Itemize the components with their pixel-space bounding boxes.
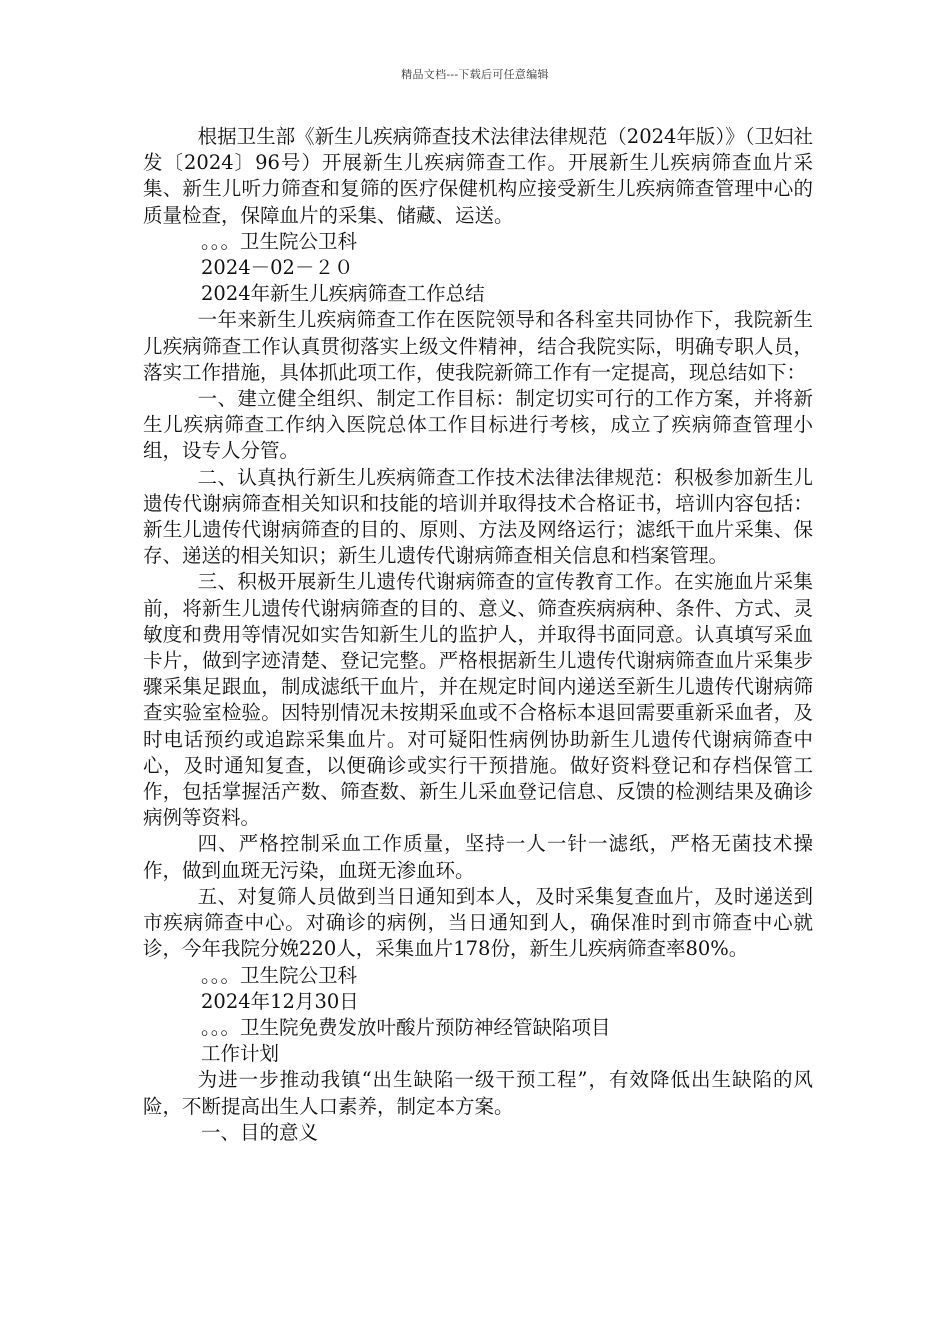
project-title: 。。。卫生院免费发放叶酸片预防神经管缺陷项目 [201,1015,611,1039]
page-header: 精品文档---下载后可任意编辑 [401,68,549,81]
heading-purpose: 一、目的意义 [201,1120,319,1144]
paragraph-plan-intro: 为进一步推动我镇“出生缺陷一级干预工程”，有效降低出生缺陷的风险，不断提高出生人口素养，制定本方案。 [143,1068,813,1118]
section-title: 2024年新生儿疾病筛查工作总结 [201,282,485,306]
paragraph-item-2: 二、认真执行新生儿疾病筛查工作技术法律法律规范：积极参加新生儿遗传代谢病筛查相关知识和技能的培训并取得技术合格证书，培训内容包括：新生儿遗传代谢病筛查的目的、原则、方法及网络运行；滤纸干血片采集、保存、递送的相关知识；新生儿遗传代谢病筛查相关信息和档案管理。 [143,465,813,568]
paragraph-item-5: 五、对复筛人员做到当日通知到本人，及时采集复查血片，及时递送到市疾病筛查中心。对确诊的病例，当日通知到人，确保准时到市筛查中心就诊，今年我院分娩220人，采集血片178份，新生儿疾病筛查率80%。 [143,884,813,961]
signature-org: 。。。卫生院公卫科 [201,229,358,253]
paragraph-summary-intro: 一年来新生儿疾病筛查工作在医院领导和各科室共同协作下，我院新生儿疾病筛查工作认真贯彻落实上级文件精神，结合我院实际，明确专职人员，落实工作措施，具体抓此项工作，使我院新筛工作有一定提高，现总结如下： [143,308,813,384]
paragraph-item-3: 三、积极开展新生儿遗传代谢病筛查的宣传教育工作。在实施血片采集前，将新生儿遗传代谢病筛查的目的、意义、筛查疾病病种、条件、方式、灵敏度和费用等情况如实告知新生儿的监护人，并取得书面同意。认真填写采血卡片，做到字迹清楚、登记完整。严格根据新生儿遗传代谢病筛查血片采集步骤采集足跟血，制成滤纸干血片，并在规定时间内递送至新生儿遗传代谢病筛查实验室检验。因特别情况未按期采血或不合格标本退回需要重新采血者，及时电话预约或追踪采集血片。对可疑阳性病例协助新生儿遗传代谢病筛查中心，及时通知复查，以便确诊或实行干预措施。做好资料登记和存档保管工作，包括掌握活产数、筛查数、新生儿采血登记信息、反馈的检测结果及确诊病例等资料。 [143,570,813,830]
signature-date: 2024－02－２０ [201,256,354,280]
paragraph-item-4: 四、严格控制采血工作质量，坚持一人一针一滤纸，严格无菌技术操作，做到血斑无污染，血斑无渗血环。 [143,832,813,882]
project-subtitle: 工作计划 [201,1042,280,1066]
signature-org-2: 。。。卫生院公卫科 [201,963,358,987]
document-body [143,124,813,1146]
paragraph-item-1: 一、建立健全组织、制定工作目标：制定切实可行的工作方案，并将新生儿疾病筛查工作纳入医院总体工作目标进行考核，成立了疾病筛查管理小组，设专人分管。 [143,387,813,463]
paragraph-intro: 根据卫生部《新生儿疾病筛查技术法律法律规范（2024年版）》（卫妇社发〔2024〕96号）开展新生儿疾病筛查工作。开展新生儿疾病筛查血片采集、新生儿听力筛查和复筛的医疗保健机构应接受新生儿疾病筛查管理中心的质量检查，保障血片的采集、储藏、运送。 [143,125,813,227]
signature-date-2: 2024年12月30日 [201,989,359,1013]
